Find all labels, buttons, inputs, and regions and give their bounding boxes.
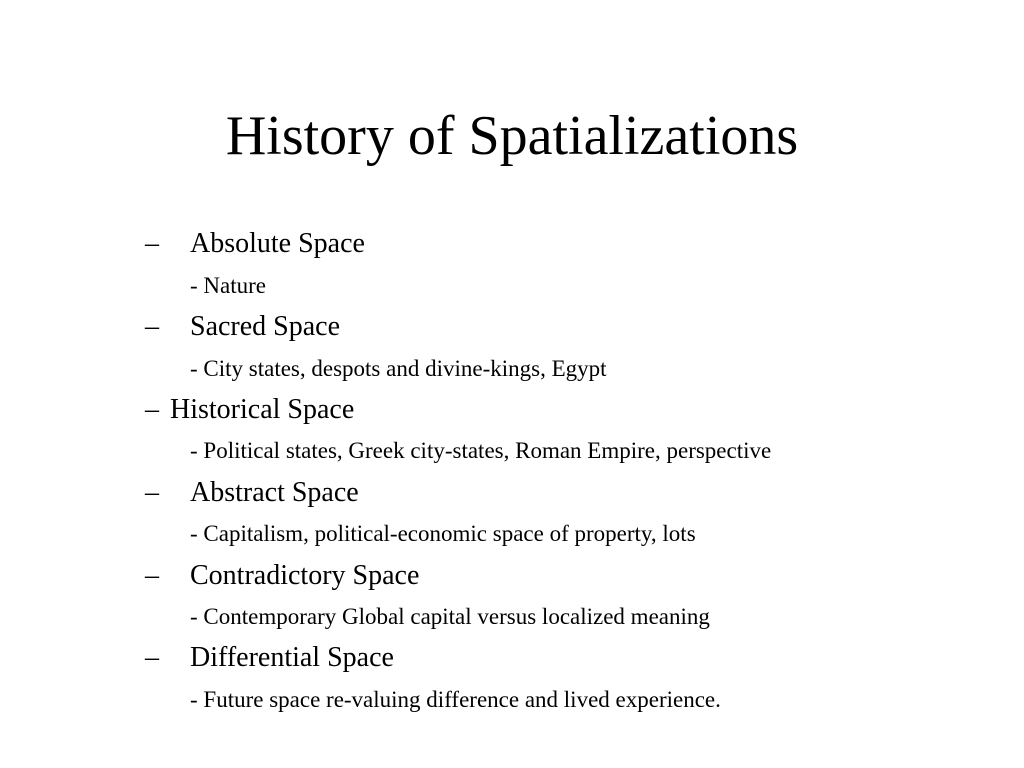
item-detail: - City states, despots and divine-kings, Egypt (190, 356, 607, 381)
item-detail: - Political states, Greek city-states, Roman Empire, perspective (190, 438, 772, 463)
item-detail: - Nature (190, 273, 266, 298)
dash-bullet: – (145, 560, 159, 591)
item-label: Abstract Space (190, 477, 359, 508)
item-detail: - Contemporary Global capital versus localized meaning (190, 604, 710, 629)
dash-bullet: – (145, 642, 159, 673)
item-label: Sacred Space (190, 311, 341, 342)
dash-bullet: – (145, 228, 159, 259)
slide-title: History of Spatializations (225, 105, 799, 167)
item-label: Absolute Space (190, 228, 365, 259)
item-detail: - Future space re-valuing difference and lived experience. (190, 687, 721, 712)
dash-bullet: – (145, 477, 159, 508)
dash-bullet: – (145, 311, 159, 342)
dash-bullet: – (145, 394, 159, 425)
item-label: Contradictory Space (190, 560, 420, 591)
item-detail: - Capitalism, political-economic space of property, lots (190, 521, 696, 546)
item-label: Historical Space (170, 394, 355, 425)
item-label: Differential Space (190, 642, 394, 673)
